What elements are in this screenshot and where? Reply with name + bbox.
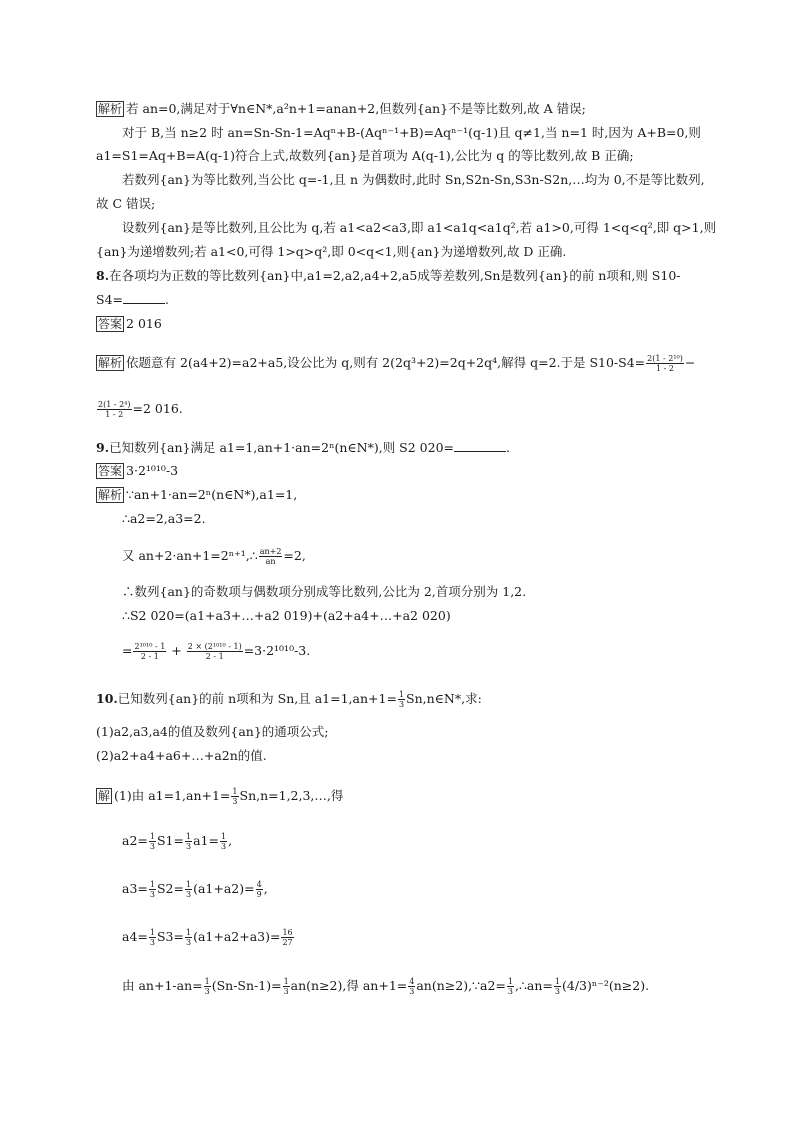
q9-fraction-2-numerator: 2 × (2¹⁰¹⁰ - 1) bbox=[187, 642, 242, 651]
fraction-numerator: 1 bbox=[185, 832, 192, 841]
q9-fraction-1-denominator: 2 - 1 bbox=[140, 652, 159, 661]
q10-a2-a1: a1= bbox=[193, 833, 219, 848]
q8-minus: − bbox=[684, 355, 696, 370]
jie-label: 解 bbox=[98, 789, 111, 803]
q9-solution-line-2: ∴a2=2,a3=2. bbox=[122, 511, 206, 526]
q10-a2-label: a2= bbox=[122, 833, 148, 848]
fraction-numerator: 1 bbox=[232, 787, 238, 796]
daan-label: 答案 bbox=[98, 317, 123, 331]
q9-stem-end: . bbox=[506, 440, 510, 455]
q10-one-third bbox=[220, 832, 227, 851]
fraction-denominator: 3 bbox=[409, 987, 415, 996]
q10-part-1: (1)a2,a3,a4的值及数列{an}的通项公式; bbox=[96, 724, 329, 739]
q10-one-third bbox=[554, 977, 561, 996]
fraction-numerator: 1 bbox=[149, 832, 155, 841]
q10-a3-sum: (a1+a2)= bbox=[193, 881, 255, 896]
q9-fraction-2-denominator: 2 - 1 bbox=[205, 652, 224, 661]
q10-number: 10. bbox=[96, 691, 118, 706]
fraction-denominator: 3 bbox=[149, 938, 155, 947]
q10-one-third bbox=[149, 880, 156, 899]
daan-label: 答案 bbox=[98, 464, 123, 478]
q10-a2-s1: S1= bbox=[156, 833, 184, 848]
q7-solution-line-2: 对于 B,当 n≥2 时 an=Sn-Sn-1=Aqⁿ+B-(Aqⁿ⁻¹+B)=Aqⁿ⁻¹(q-1)且 q≠1,当 n=1 时,因为 A+B=0,则 bbox=[122, 125, 701, 140]
q10-last-e: ,∴an= bbox=[514, 978, 553, 993]
fraction-numerator: 1 bbox=[398, 690, 405, 699]
q10-stem-a: 已知数列{an}的前 n项和为 Sn,且 a1=1,an+1= bbox=[117, 691, 397, 706]
q10-last-c: an(n≥2),得 an+1= bbox=[290, 978, 408, 993]
q9-solution-line-6 bbox=[122, 640, 310, 662]
fraction-numerator: 1 bbox=[220, 832, 227, 841]
q9-answer-line bbox=[96, 463, 178, 479]
q10-a3-end: , bbox=[263, 881, 268, 896]
fraction-denominator: 3 bbox=[149, 842, 155, 851]
q10-a4-label: a4= bbox=[122, 929, 148, 944]
fraction-numerator: 1 bbox=[149, 928, 155, 937]
q10-stem-b: Sn,n∈N*,求: bbox=[406, 691, 482, 706]
q8-fraction-2-denominator: 1 - 2 bbox=[105, 410, 124, 419]
fraction-denominator: 3 bbox=[220, 842, 227, 851]
fraction-numerator: 1 bbox=[185, 880, 192, 889]
q7-solution-line-5: 故 C 错误; bbox=[96, 196, 156, 211]
q10-last-d: an(n≥2),∵a2= bbox=[416, 978, 506, 993]
q9-plus: + bbox=[171, 643, 182, 658]
q9-result: =3·2¹⁰¹⁰-3. bbox=[243, 643, 311, 658]
q7-text-1: 若 an=0,满足对于∀n∈N*,a²n+1=anan+2,但数列{an}不是等比数列,故 A 错误; bbox=[126, 101, 586, 116]
fraction-denominator: 3 bbox=[283, 987, 289, 996]
fraction-denominator: 3 bbox=[185, 938, 192, 947]
fraction-denominator: 3 bbox=[507, 987, 513, 996]
q7-solution-line-7: {an}为递增数列;若 a1<0,可得 1>q>q²,即 0<q<1,则{an}为递增数列,故 D 正确. bbox=[96, 244, 567, 259]
q9-sol-3: 又 an+2·an+1=2ⁿ⁺¹,∴ bbox=[122, 548, 258, 563]
q10-a2-line bbox=[122, 830, 232, 852]
q10-one-third bbox=[204, 977, 211, 996]
fraction-denominator: 3 bbox=[185, 842, 192, 851]
fraction-numerator: 4 bbox=[256, 880, 262, 889]
q8-fraction-1 bbox=[646, 354, 684, 373]
jiexi-label: 解析 bbox=[98, 102, 123, 116]
q8-fraction-2 bbox=[97, 400, 132, 419]
q9-answer-blank bbox=[454, 440, 506, 452]
jiexi-label: 解析 bbox=[98, 356, 123, 370]
q10-sol-b: Sn,n=1,2,3,…,得 bbox=[239, 788, 344, 803]
q9-stem bbox=[96, 440, 510, 456]
fraction-denominator: 27 bbox=[282, 938, 293, 947]
fraction-numerator: 1 bbox=[283, 977, 289, 986]
q9-fraction-1-numerator: 2¹⁰¹⁰ - 1 bbox=[134, 642, 166, 651]
q10-part-2: (2)a2+a4+a6+…+a2n的值. bbox=[96, 748, 267, 763]
q8-fraction-1-denominator: 1 - 2 bbox=[656, 364, 674, 373]
q9-fraction-1 bbox=[133, 642, 166, 661]
fraction-denominator: 3 bbox=[398, 700, 405, 709]
fraction-denominator: 3 bbox=[232, 797, 238, 806]
q10-general-term-line bbox=[122, 975, 649, 997]
q7-solution-line-4: 若数列{an}为等比数列,当公比 q=-1,且 n 为偶数时,此时 Sn,S2n-Sn,S3n-S2n,…均为 0,不是等比数列, bbox=[122, 172, 705, 187]
q10-a3-line bbox=[122, 878, 268, 900]
q8-fraction-1-numerator: 2(1 - 2¹⁰) bbox=[647, 354, 683, 363]
q9-solution-line-4: ∴数列{an}的奇数项与偶数项分别成等比数列,公比为 2,首项分别为 1,2. bbox=[122, 584, 527, 599]
q8-stem-1: 在各项均为正数的等比数列{an}中,a1=2,a2,a4+2,a5成等差数列,Sn是数列{an}的前 n项和,则 S10- bbox=[109, 268, 681, 283]
q10-a4-line bbox=[122, 926, 295, 948]
q9-solution-line-5: ∴S2 020=(a1+a3+…+a2 019)+(a2+a4+…+a2 020) bbox=[122, 608, 451, 623]
q8-stem-2: S4= bbox=[96, 292, 123, 307]
q10-last-a: 由 an+1-an= bbox=[122, 978, 203, 993]
q8-solution-line-2 bbox=[96, 398, 183, 420]
q9-eq: = bbox=[122, 643, 133, 658]
q9-answer: 3·2¹⁰¹⁰-3 bbox=[126, 463, 179, 478]
fraction-denominator: 9 bbox=[256, 890, 262, 899]
q10-last-b: (Sn-Sn-1)= bbox=[211, 978, 282, 993]
q10-one-third bbox=[398, 690, 405, 709]
q8-solution-line-1 bbox=[96, 352, 695, 374]
q8-answer-line bbox=[96, 316, 162, 332]
q8-number: 8. bbox=[96, 268, 110, 283]
q9-number: 9. bbox=[96, 440, 110, 455]
q7-solution-line-6: 设数列{an}是等比数列,且公比为 q,若 a1<a2<a3,即 a1<a1q<a1q²,若 a1>0,可得 1<q<q²,即 q>1,则 bbox=[122, 220, 717, 235]
q8-stem-line-1 bbox=[96, 268, 681, 284]
fraction-numerator: 1 bbox=[204, 977, 210, 986]
q10-a3-label: a3= bbox=[122, 881, 148, 896]
q10-one-third bbox=[283, 977, 290, 996]
q10-four-thirds bbox=[408, 977, 415, 996]
fraction-denominator: 3 bbox=[185, 890, 192, 899]
q10-stem bbox=[96, 688, 482, 710]
q10-one-third bbox=[149, 832, 156, 851]
q10-sixteen-27ths bbox=[281, 928, 293, 947]
fraction-denominator: 3 bbox=[204, 987, 210, 996]
q8-fraction-2-numerator: 2(1 - 2⁴) bbox=[98, 400, 131, 409]
q10-sol-a: (1)由 a1=1,an+1= bbox=[114, 788, 231, 803]
q10-one-third bbox=[149, 928, 156, 947]
q10-one-third bbox=[185, 832, 192, 851]
q7-solution-line-1 bbox=[96, 101, 586, 117]
q8-stem-line-2 bbox=[96, 292, 169, 308]
q10-a3-s2: S2= bbox=[156, 881, 184, 896]
q9-stem-text: 已知数列{an}满足 a1=1,an+1·an=2ⁿ(n∈N*),则 S2 020= bbox=[109, 440, 455, 455]
fraction-denominator: 3 bbox=[554, 987, 560, 996]
q9-ratio-denominator: an bbox=[265, 557, 276, 566]
q8-stem-end: . bbox=[165, 292, 169, 307]
q10-a4-sum: (a1+a2+a3)= bbox=[193, 929, 281, 944]
fraction-numerator: 1 bbox=[185, 928, 192, 937]
fraction-numerator: 16 bbox=[282, 928, 293, 937]
q10-one-third bbox=[507, 977, 514, 996]
jiexi-label: 解析 bbox=[98, 488, 123, 502]
q10-last-f: (n≥2). bbox=[608, 978, 650, 993]
q8-answer-blank bbox=[123, 292, 165, 304]
fraction-numerator: 1 bbox=[149, 880, 155, 889]
q7-solution-line-3: a1=S1=Aq+B=A(q-1)符合上式,故数列{an}是首项为 A(q-1),公比为 q 的等比数列,故 B 正确; bbox=[96, 148, 634, 163]
q9-ratio-numerator: an+2 bbox=[259, 547, 282, 556]
q9-ratio-fraction bbox=[259, 547, 283, 566]
fraction-numerator: 4 bbox=[409, 977, 415, 986]
fraction-numerator: 1 bbox=[507, 977, 513, 986]
q10-one-third bbox=[231, 787, 238, 806]
q9-sol-1: ∵an+1·an=2ⁿ(n∈N*),a1=1, bbox=[126, 487, 298, 502]
q8-result: =2 016. bbox=[132, 401, 183, 416]
fraction-denominator: 3 bbox=[149, 890, 155, 899]
q10-a2-end: , bbox=[228, 833, 233, 848]
q10-solution-line-1 bbox=[96, 785, 343, 807]
q9-sol-3-end: =2, bbox=[283, 548, 306, 563]
q10-power-term: (4/3)ⁿ⁻² bbox=[561, 978, 609, 993]
q9-solution-line-3 bbox=[122, 545, 306, 567]
q10-one-third bbox=[185, 880, 192, 899]
q9-solution-line-1 bbox=[96, 487, 297, 503]
q10-one-third bbox=[185, 928, 192, 947]
q9-fraction-2 bbox=[187, 642, 243, 661]
q10-four-ninths bbox=[256, 880, 263, 899]
q10-a4-s3: S3= bbox=[156, 929, 184, 944]
q8-answer: 2 016 bbox=[126, 316, 162, 331]
fraction-numerator: 1 bbox=[554, 977, 560, 986]
q8-solution-text: 依题意有 2(a4+2)=a2+a5,设公比为 q,则有 2(2q³+2)=2q+2q⁴,解得 q=2.于是 S10-S4= bbox=[126, 355, 646, 370]
